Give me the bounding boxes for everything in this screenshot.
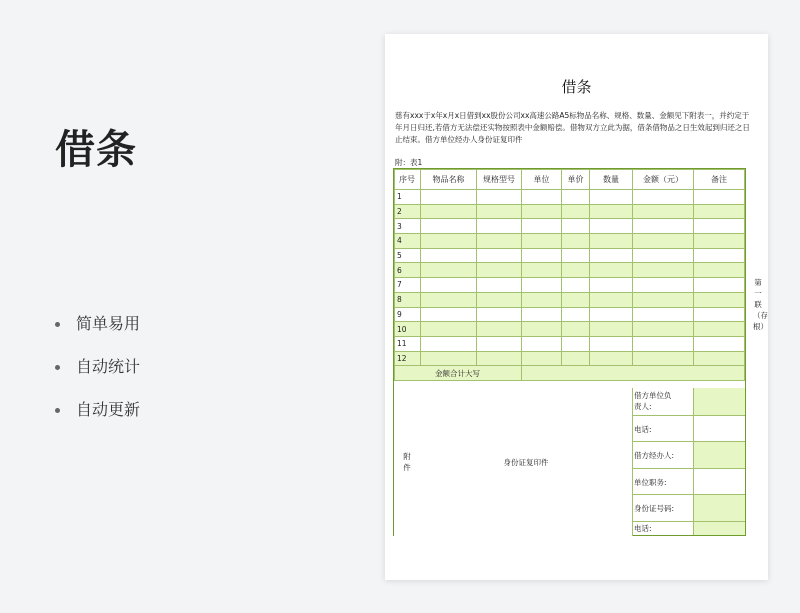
table-cell: [633, 292, 694, 307]
header-cell: 序号: [395, 170, 421, 190]
table-cell: [522, 322, 562, 337]
table-cell: [477, 278, 522, 293]
feature-item: [55, 399, 140, 442]
field-value: [693, 522, 745, 535]
table-cell: [590, 263, 633, 278]
field-label: 电话:: [634, 524, 652, 533]
table-cell: [562, 322, 590, 337]
field-row: [632, 416, 745, 442]
table-cell: [421, 351, 477, 366]
header-cell: 单位: [522, 170, 562, 190]
feature-label: 自动更新: [76, 400, 141, 419]
table-row: [395, 322, 745, 337]
bullet-icon: [55, 322, 60, 327]
table-cell: [694, 278, 745, 293]
row-number: 3: [395, 219, 421, 234]
table-cell: [562, 219, 590, 234]
table-cell: [633, 263, 694, 278]
table-cell: [562, 263, 590, 278]
table-cell: [562, 278, 590, 293]
table-cell: [590, 204, 633, 219]
table-cell: [694, 336, 745, 351]
total-label: 金额合计大写: [395, 366, 522, 381]
table-cell: [590, 322, 633, 337]
table-cell: [590, 351, 633, 366]
row-number: 2: [395, 204, 421, 219]
feature-item: [55, 313, 140, 356]
id-copy-label: 身份证复印件: [503, 457, 549, 467]
table-cell: [562, 292, 590, 307]
header-cell: 物品名称: [421, 170, 477, 190]
table-cell: [633, 204, 694, 219]
document-preview: [385, 34, 768, 580]
table-cell: [477, 307, 522, 322]
table-cell: [421, 234, 477, 249]
total-row: [395, 366, 745, 381]
table-cell: [590, 248, 633, 263]
table-cell: [633, 307, 694, 322]
table-cell: [522, 307, 562, 322]
table-cell: [522, 204, 562, 219]
document-title: 借条: [561, 78, 592, 96]
table-row: [395, 351, 745, 366]
table-cell: [633, 322, 694, 337]
row-number: 4: [395, 234, 421, 249]
table-cell: [590, 292, 633, 307]
row-number: 5: [395, 248, 421, 263]
field-label: 借方单位负责人:: [634, 391, 672, 411]
table-cell: [421, 263, 477, 278]
table-row: [395, 248, 745, 263]
table-cell: [694, 263, 745, 278]
table-cell: [421, 307, 477, 322]
header-cell: 规格型号: [477, 170, 522, 190]
header-cell: 数量: [590, 170, 633, 190]
table-cell: [522, 278, 562, 293]
table-cell: [421, 292, 477, 307]
table-cell: [477, 322, 522, 337]
table-cell: [562, 204, 590, 219]
feature-item: [55, 356, 140, 399]
field-value: [693, 416, 745, 441]
table-cell: [590, 278, 633, 293]
table-cell: [590, 234, 633, 249]
table-cell: [477, 219, 522, 234]
signature-fields: [632, 388, 745, 536]
table-cell: [522, 263, 562, 278]
feature-label: 自动统计: [76, 357, 141, 376]
table-cell: [633, 248, 694, 263]
field-label: 电话:: [634, 425, 652, 434]
table-row: [395, 263, 745, 278]
table-cell: [694, 190, 745, 205]
table-row: [395, 307, 745, 322]
document-intro: 慈有xxx于x年x月x日借到xx股份公司xx高速公路A5标物品名称、规格、数量、金额见下附表一，并约定于年月日归还,若借方无法偿还实物按照表中金额赔偿。借物双方立此为据，借条借物品之日生效起到归还之日止结束。借方单位经办人身份证复印件: [395, 111, 750, 144]
table-cell: [694, 234, 745, 249]
field-row: [632, 388, 745, 416]
table-cell: [522, 292, 562, 307]
table-cell: [562, 190, 590, 205]
loan-form: [393, 168, 746, 536]
field-row: [632, 522, 745, 535]
copy-side-label: 第一联（存根）: [753, 278, 768, 331]
table-cell: [477, 351, 522, 366]
table-cell: [421, 190, 477, 205]
table-cell: [694, 322, 745, 337]
table-cell: [522, 351, 562, 366]
table-cell: [694, 351, 745, 366]
row-number: 9: [395, 307, 421, 322]
table-cell: [477, 292, 522, 307]
table-cell: [421, 322, 477, 337]
table-cell: [562, 336, 590, 351]
table-cell: [477, 234, 522, 249]
feature-label: 简单易用: [76, 314, 141, 333]
table-cell: [633, 351, 694, 366]
table-row: [395, 336, 745, 351]
field-value: [693, 495, 745, 521]
table-cell: [522, 248, 562, 263]
row-number: 12: [395, 351, 421, 366]
table-cell: [562, 248, 590, 263]
field-value: [693, 442, 745, 468]
table-cell: [590, 336, 633, 351]
table-cell: [694, 204, 745, 219]
table-cell: [562, 307, 590, 322]
row-number: 10: [395, 322, 421, 337]
row-number: 6: [395, 263, 421, 278]
attachment-label: 附件: [394, 388, 421, 536]
table-cell: [421, 248, 477, 263]
table-cell: [477, 248, 522, 263]
table-cell: [633, 234, 694, 249]
row-number: 1: [395, 190, 421, 205]
table-cell: [477, 336, 522, 351]
bullet-icon: [55, 365, 60, 370]
table-cell: [522, 219, 562, 234]
field-row: [632, 469, 745, 495]
field-row: [632, 495, 745, 522]
header-cell: 单价: [562, 170, 590, 190]
table-row: [395, 204, 745, 219]
table-cell: [522, 336, 562, 351]
row-number: 11: [395, 336, 421, 351]
hero-title: 借条: [55, 127, 137, 173]
table-cell: [562, 351, 590, 366]
table-cell: [421, 336, 477, 351]
id-copy-area: [420, 388, 633, 536]
field-value: [693, 469, 745, 494]
table-cell: [477, 263, 522, 278]
table-row: [395, 234, 745, 249]
items-table: [394, 169, 745, 381]
table-cell: [694, 307, 745, 322]
table-cell: [633, 336, 694, 351]
table-cell: [477, 204, 522, 219]
total-value-cell: [522, 366, 745, 381]
field-row: [632, 442, 745, 469]
table-cell: [421, 278, 477, 293]
table-cell: [694, 292, 745, 307]
field-label: 身份证号码:: [634, 504, 675, 513]
header-cell: 备注: [694, 170, 745, 190]
table-row: [395, 190, 745, 205]
row-number: 7: [395, 278, 421, 293]
field-value: [693, 388, 745, 415]
table-cell: [590, 307, 633, 322]
field-label: 借方经办人:: [634, 451, 675, 460]
table-cell: [633, 278, 694, 293]
field-label: 单位职务:: [634, 478, 667, 487]
table-cell: [633, 190, 694, 205]
signature-section: [394, 388, 745, 536]
row-number: 8: [395, 292, 421, 307]
table-cell: [590, 219, 633, 234]
header-cell: 金额（元）: [633, 170, 694, 190]
table-row: [395, 278, 745, 293]
table-cell: [633, 219, 694, 234]
table-row: [395, 292, 745, 307]
bullet-icon: [55, 408, 60, 413]
table-cell: [694, 248, 745, 263]
table-cell: [522, 234, 562, 249]
table-cell: [562, 234, 590, 249]
table-cell: [421, 219, 477, 234]
table-header-row: [395, 170, 745, 190]
table-cell: [590, 190, 633, 205]
feature-list: [55, 313, 140, 442]
table-cell: [522, 190, 562, 205]
table-cell: [477, 190, 522, 205]
table-cell: [694, 219, 745, 234]
attachment-note: 附：表1: [395, 158, 423, 167]
table-cell: [421, 204, 477, 219]
table-row: [395, 219, 745, 234]
